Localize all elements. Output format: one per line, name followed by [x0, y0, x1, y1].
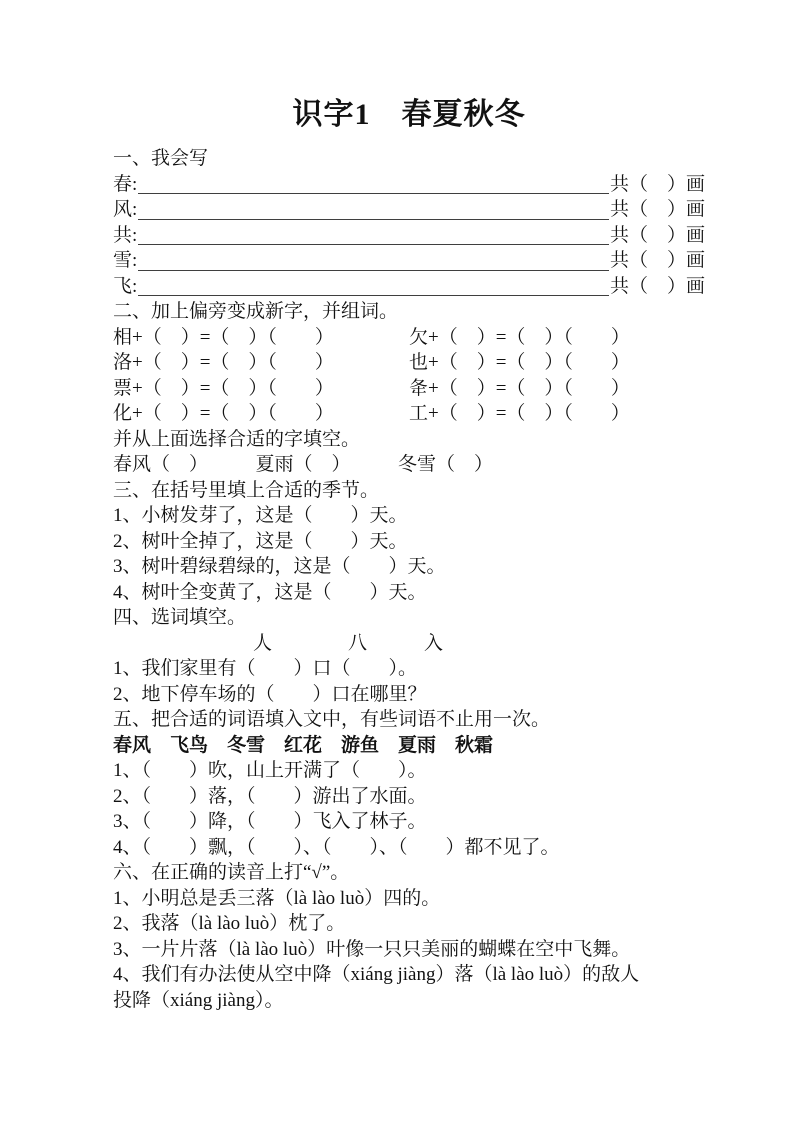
stroke-count-label: 共（ ）画	[609, 275, 705, 297]
section5-heading: 五、把合适的词语填入文中，有些词语不止用一次。	[113, 709, 551, 730]
question-line: 1、我们家里有（ ）口（ ）。	[113, 658, 418, 679]
blank-underline	[138, 270, 609, 271]
question-line: 4、我们有办法使从空中降（xiáng jiàng）落（là lào luò）的敌人	[113, 964, 640, 985]
radical-item: 夅+（ ）=（ ）（ ）	[409, 377, 630, 399]
radical-item: 欠+（ ）=（ ）（ ）	[409, 326, 630, 348]
char-label: 飞:	[113, 275, 138, 297]
write-line-gong	[113, 223, 705, 249]
section3-heading: 三、在括号里填上合适的季节。	[113, 479, 380, 501]
write-line-fei	[113, 274, 705, 300]
char-label: 风:	[113, 199, 138, 220]
word-options: 人 八 入	[253, 632, 444, 654]
char-label: 雪:	[113, 250, 138, 271]
word-bank: 春风 飞鸟 冬雪 红花 游鱼 夏雨 秋霜	[113, 734, 494, 756]
char-label: 共:	[113, 224, 138, 246]
section4-heading: 四、选词填空。	[113, 607, 247, 628]
stroke-count-label: 共（ ）画	[609, 199, 705, 220]
blank-underline	[138, 295, 609, 296]
blank-underline	[138, 244, 609, 245]
question-line: 4、树叶全变黄了，这是（ ）天。	[113, 581, 427, 603]
radical-row	[113, 376, 705, 402]
question-line-continuation: 投降（xiáng jiàng）。	[113, 989, 284, 1011]
question-line: 1、（ ）吹，山上开满了（ ）。	[113, 760, 427, 781]
radical-item: 化+（ ）=（ ）（ ）	[113, 403, 334, 424]
question-line: 3、树叶碧绿碧绿的，这是（ ）天。	[113, 556, 446, 577]
question-line: 3、一片片落（là lào luò）叶像一只只美丽的蝴蝶在空中飞舞。	[113, 938, 631, 960]
question-line: 2、（ ）落，（ ）游出了水面。	[113, 785, 427, 807]
write-line-chun	[113, 172, 705, 198]
question-line: 2、地下停车场的（ ）口在哪里？	[113, 683, 427, 705]
radical-item: 也+（ ）=（ ）（ ）	[409, 352, 630, 373]
stroke-count-label: 共（ ）画	[609, 173, 705, 195]
radical-item: 工+（ ）=（ ）（ ）	[409, 403, 630, 424]
blank-underline	[138, 219, 609, 220]
blank-underline	[138, 193, 609, 194]
question-line: 1、小明总是丢三落（là lào luò）四的。	[113, 887, 441, 909]
radical-row	[113, 401, 705, 427]
write-line-feng	[113, 197, 705, 223]
stroke-count-label: 共（ ）画	[609, 224, 705, 246]
section2-fill-line: 春风（ ） 夏雨（ ） 冬雪（ ）	[113, 454, 494, 475]
question-line: 4、（ ）飘，（ ）、（ ）、（ ）都不见了。	[113, 836, 560, 858]
char-label: 春:	[113, 173, 138, 195]
radical-row	[113, 350, 705, 376]
question-line: 3、（ ）降，（ ）飞入了林子。	[113, 811, 427, 832]
section2-note: 并从上面选择合适的字填空。	[113, 428, 361, 450]
section2-heading: 二、加上偏旁变成新字，并组词。	[113, 301, 399, 322]
section1-heading: 一、我会写	[113, 148, 209, 169]
section6-heading: 六、在正确的读音上打“√”。	[113, 862, 350, 883]
radical-item: 相+（ ）=（ ）（ ）	[113, 326, 334, 348]
stroke-count-label: 共（ ）画	[609, 250, 705, 271]
write-line-xue	[113, 248, 705, 274]
radical-item: 洛+（ ）=（ ）（ ）	[113, 352, 334, 373]
question-line: 2、我落（là lào luò）枕了。	[113, 913, 346, 934]
question-line: 2、树叶全掉了，这是（ ）天。	[113, 530, 408, 552]
question-line: 1、小树发芽了，这是（ ）天。	[113, 505, 408, 526]
radical-row	[113, 325, 705, 351]
page-title: 识字1 春夏秋冬	[292, 98, 526, 131]
radical-item: 票+（ ）=（ ）（ ）	[113, 377, 334, 399]
